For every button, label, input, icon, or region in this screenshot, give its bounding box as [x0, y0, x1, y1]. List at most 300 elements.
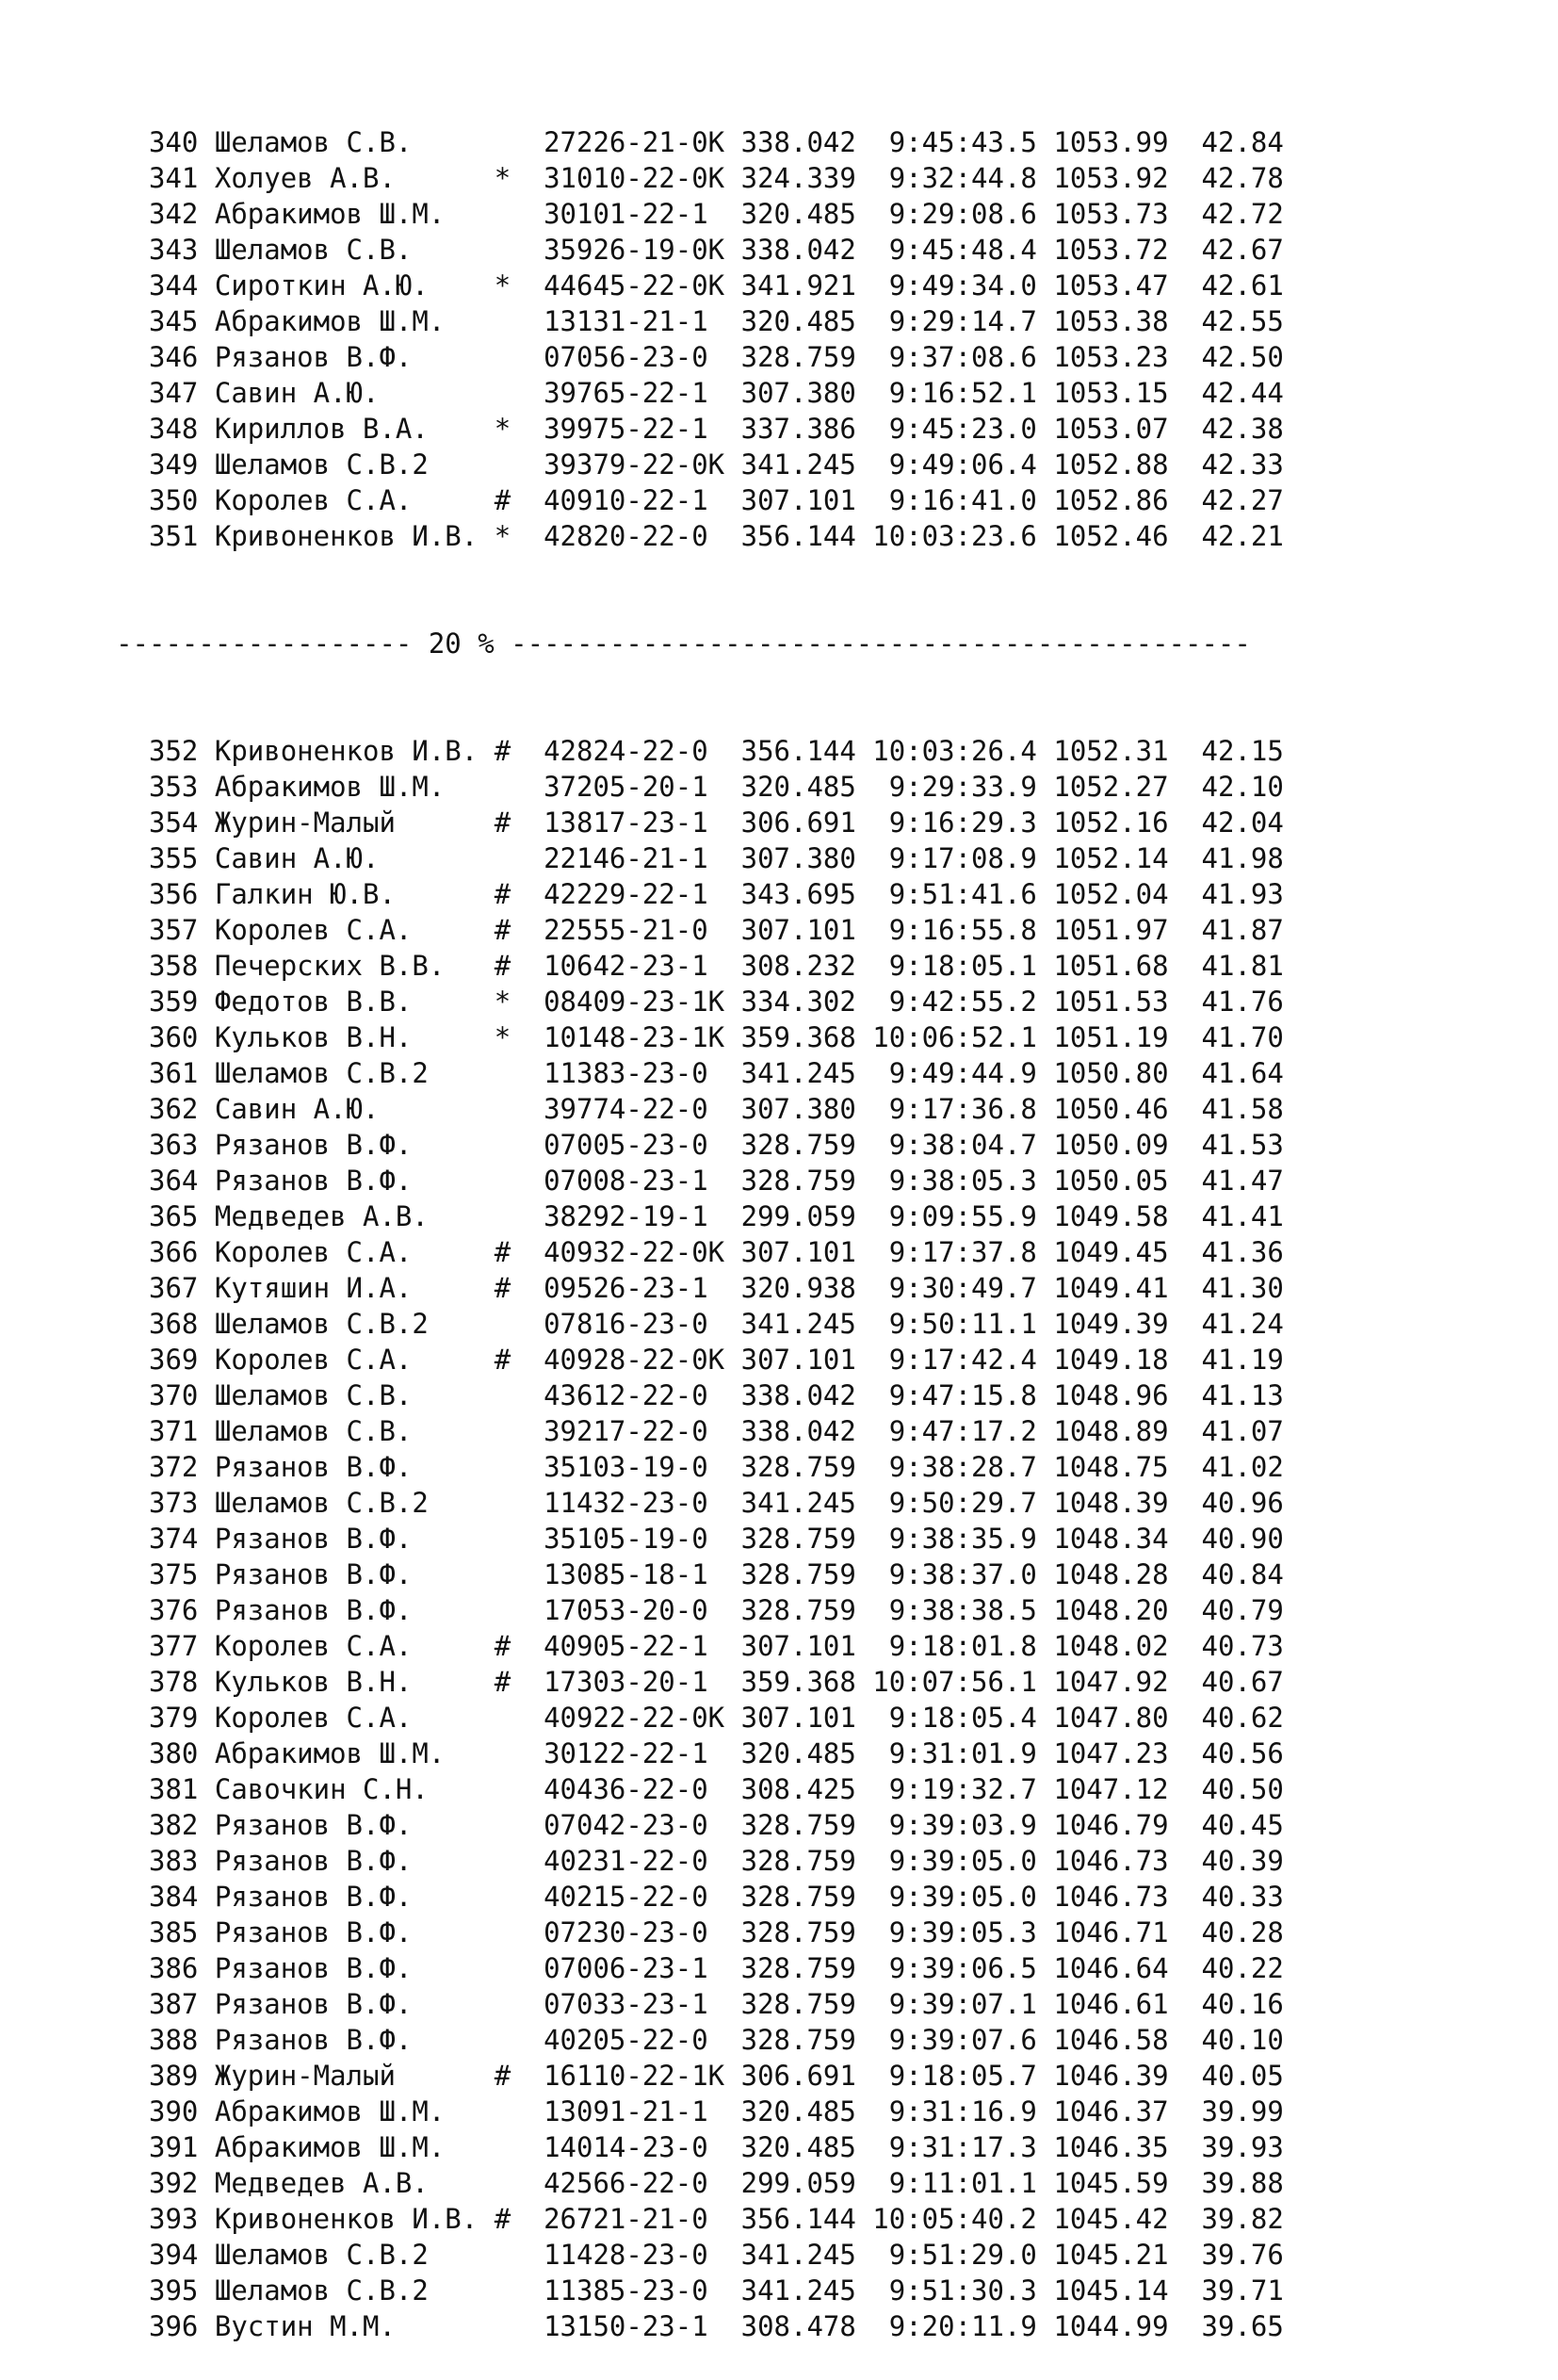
result-row [149, 1413, 1284, 1449]
rank-cell: 354 [149, 807, 199, 839]
speed-cell: 1052.46 [1053, 520, 1169, 552]
ring-number-cell: 30101-22-1 [544, 198, 725, 230]
distance-cell: 359.368 [740, 1666, 856, 1698]
mark-cell: * [494, 520, 511, 552]
mark-cell [495, 1845, 511, 1877]
arrival-time-cell: 9:39:07.1 [872, 1988, 1037, 2020]
distance-cell: 308.425 [740, 1773, 856, 1805]
fancier-name-cell: Рязанов В.Ф. [214, 1916, 479, 1948]
mark-cell [495, 2167, 511, 2199]
distance-cell: 306.691 [740, 807, 856, 839]
mark-cell [495, 1379, 511, 1411]
rank-cell: 394 [149, 2239, 199, 2271]
points-cell: 40.79 [1185, 1594, 1284, 1626]
distance-cell: 341.245 [740, 1308, 856, 1340]
distance-cell: 328.759 [740, 1845, 856, 1877]
distance-cell: 320.485 [740, 305, 856, 337]
speed-cell: 1050.05 [1053, 1165, 1169, 1197]
speed-cell: 1052.88 [1053, 448, 1169, 481]
mark-cell [495, 2095, 511, 2127]
ring-number-cell: 07042-23-0 [544, 1809, 725, 1841]
ring-number-cell: 07005-23-0 [544, 1129, 725, 1161]
fancier-name-cell: Абракимов Ш.М. [214, 198, 479, 230]
fancier-name-cell: Кривоненков И.В. [214, 735, 479, 767]
fancier-name-cell: Печерских В.В. [214, 950, 479, 982]
fancier-name-cell: Рязанов В.Ф. [214, 1952, 479, 1984]
mark-cell [495, 1952, 511, 1984]
speed-cell: 1053.72 [1053, 234, 1169, 266]
speed-cell: 1046.39 [1053, 2060, 1169, 2092]
points-cell: 41.53 [1185, 1129, 1284, 1161]
fancier-name-cell: Рязанов В.Ф. [214, 1165, 479, 1197]
ring-number-cell: 11383-23-0 [544, 1057, 725, 1089]
rank-cell: 358 [149, 950, 199, 982]
mark-cell [495, 2310, 511, 2342]
distance-cell: 328.759 [740, 1988, 856, 2020]
fancier-name-cell: Холуев А.В. [214, 162, 479, 194]
result-row [149, 1736, 1284, 1771]
ring-number-cell: 42229-22-1 [544, 878, 725, 910]
distance-cell: 334.302 [740, 986, 856, 1018]
rank-cell: 356 [149, 878, 199, 910]
arrival-time-cell: 9:29:33.9 [872, 771, 1037, 803]
distance-cell: 338.042 [740, 1415, 856, 1447]
fancier-name-cell: Абракимов Ш.М. [214, 2131, 479, 2163]
fancier-name-cell: Кривоненков И.В. [214, 520, 479, 552]
mark-cell [495, 842, 511, 874]
rank-cell: 362 [149, 1093, 199, 1125]
result-row [149, 1700, 1284, 1736]
arrival-time-cell: 9:39:05.0 [872, 1845, 1037, 1877]
distance-cell: 341.245 [740, 448, 856, 481]
result-row [149, 1521, 1284, 1557]
arrival-time-cell: 9:49:06.4 [872, 448, 1037, 481]
speed-cell: 1046.58 [1053, 2024, 1169, 2056]
arrival-time-cell: 9:50:11.1 [872, 1308, 1037, 1340]
result-row [149, 2129, 1284, 2165]
separator-right-dashes: --------------------------------------------- [511, 628, 1251, 660]
ring-number-cell: 26721-21-0 [544, 2203, 725, 2235]
points-cell: 42.44 [1185, 377, 1284, 409]
distance-cell: 307.101 [740, 1702, 856, 1734]
arrival-time-cell: 9:18:01.8 [872, 1630, 1037, 1662]
distance-cell: 328.759 [740, 1594, 856, 1626]
result-row [149, 411, 1284, 447]
rank-cell: 347 [149, 377, 199, 409]
rank-cell: 395 [149, 2274, 199, 2307]
fancier-name-cell: Шеламов С.В. [214, 126, 479, 158]
ring-number-cell: 39765-22-1 [544, 377, 725, 409]
points-cell: 41.30 [1185, 1272, 1284, 1304]
points-cell: 41.98 [1185, 842, 1284, 874]
points-cell: 40.28 [1185, 1916, 1284, 1948]
rank-cell: 342 [149, 198, 199, 230]
mark-cell: # [494, 484, 511, 516]
fancier-name-cell: Абракимов Ш.М. [214, 1737, 479, 1769]
points-cell: 40.90 [1185, 1523, 1284, 1555]
arrival-time-cell: 10:06:52.1 [872, 1021, 1037, 1053]
distance-cell: 307.101 [740, 1630, 856, 1662]
fancier-name-cell: Рязанов В.Ф. [214, 341, 479, 373]
points-cell: 41.64 [1185, 1057, 1284, 1089]
fancier-name-cell: Рязанов В.Ф. [214, 1809, 479, 1841]
mark-cell: * [494, 1021, 511, 1053]
ring-number-cell: 39774-22-0 [544, 1093, 725, 1125]
fancier-name-cell: Кутяшин И.А. [214, 1272, 479, 1304]
arrival-time-cell: 9:18:05.4 [872, 1702, 1037, 1734]
fancier-name-cell: Кривоненков И.В. [214, 2203, 479, 2235]
points-cell: 39.93 [1185, 2131, 1284, 2163]
speed-cell: 1047.12 [1053, 1773, 1169, 1805]
ring-number-cell: 31010-22-0К [544, 162, 725, 194]
distance-cell: 320.485 [740, 2095, 856, 2127]
speed-cell: 1048.39 [1053, 1487, 1169, 1519]
fancier-name-cell: Королев С.А. [214, 1236, 479, 1268]
distance-cell: 356.144 [740, 2203, 856, 2235]
result-row [149, 876, 1284, 912]
distance-cell: 338.042 [740, 1379, 856, 1411]
rank-cell: 373 [149, 1487, 199, 1519]
arrival-time-cell: 9:32:44.8 [872, 162, 1037, 194]
fancier-name-cell: Шеламов С.В.2 [214, 1308, 479, 1340]
ring-number-cell: 10148-23-1К [544, 1021, 725, 1053]
arrival-time-cell: 9:29:14.7 [872, 305, 1037, 337]
rank-cell: 367 [149, 1272, 199, 1304]
rank-cell: 372 [149, 1451, 199, 1483]
arrival-time-cell: 9:38:05.3 [872, 1165, 1037, 1197]
distance-cell: 307.101 [740, 1236, 856, 1268]
mark-cell [495, 1165, 511, 1197]
result-row [149, 1843, 1284, 1879]
ring-number-cell: 40922-22-0К [544, 1702, 725, 1734]
mark-cell [495, 126, 511, 158]
rank-cell: 355 [149, 842, 199, 874]
ring-number-cell: 13091-21-1 [544, 2095, 725, 2127]
result-row [149, 2165, 1284, 2201]
result-row [149, 339, 1284, 375]
fancier-name-cell: Королев С.А. [214, 1702, 479, 1734]
result-row [149, 1306, 1284, 1342]
distance-cell: 337.386 [740, 413, 856, 445]
rank-cell: 379 [149, 1702, 199, 1734]
distance-cell: 356.144 [740, 735, 856, 767]
result-row [149, 2022, 1284, 2058]
result-row [149, 2201, 1284, 2237]
rank-cell: 392 [149, 2167, 199, 2199]
result-row [149, 733, 1284, 769]
points-cell: 42.84 [1185, 126, 1284, 158]
points-cell: 39.71 [1185, 2274, 1284, 2307]
points-cell: 40.50 [1185, 1773, 1284, 1805]
points-cell: 42.72 [1185, 198, 1284, 230]
arrival-time-cell: 9:39:05.0 [872, 1881, 1037, 1913]
fancier-name-cell: Медведев А.В. [214, 2167, 479, 2199]
speed-cell: 1046.73 [1053, 1881, 1169, 1913]
fancier-name-cell: Рязанов В.Ф. [214, 1881, 479, 1913]
arrival-time-cell: 9:17:36.8 [872, 1093, 1037, 1125]
speed-cell: 1048.02 [1053, 1630, 1169, 1662]
speed-cell: 1047.92 [1053, 1666, 1169, 1698]
mark-cell [495, 1809, 511, 1841]
distance-cell: 341.245 [740, 2239, 856, 2271]
fancier-name-cell: Королев С.А. [214, 1344, 479, 1376]
ring-number-cell: 09526-23-1 [544, 1272, 725, 1304]
ring-number-cell: 16110-22-1К [544, 2060, 725, 2092]
result-row [149, 482, 1284, 518]
distance-cell: 299.059 [740, 2167, 856, 2199]
distance-cell: 338.042 [740, 126, 856, 158]
rank-cell: 385 [149, 1916, 199, 1948]
mark-cell [495, 1702, 511, 1734]
distance-cell: 320.938 [740, 1272, 856, 1304]
result-row [149, 1127, 1284, 1163]
points-cell: 41.13 [1185, 1379, 1284, 1411]
speed-cell: 1045.14 [1053, 2274, 1169, 2307]
ring-number-cell: 22146-21-1 [544, 842, 725, 874]
speed-cell: 1053.15 [1053, 377, 1169, 409]
rank-cell: 389 [149, 2060, 199, 2092]
speed-cell: 1050.09 [1053, 1129, 1169, 1161]
result-row [149, 1986, 1284, 2022]
distance-cell: 307.101 [740, 484, 856, 516]
mark-cell [495, 2274, 511, 2307]
arrival-time-cell: 9:47:17.2 [872, 1415, 1037, 1447]
rank-cell: 361 [149, 1057, 199, 1089]
speed-cell: 1049.58 [1053, 1200, 1169, 1232]
rank-cell: 366 [149, 1236, 199, 1268]
speed-cell: 1050.80 [1053, 1057, 1169, 1089]
rank-cell: 380 [149, 1737, 199, 1769]
points-cell: 42.67 [1185, 234, 1284, 266]
speed-cell: 1052.31 [1053, 735, 1169, 767]
mark-cell [495, 1594, 511, 1626]
mark-cell [495, 341, 511, 373]
results-rows-before-cutoff [149, 124, 1284, 554]
mark-cell [495, 1916, 511, 1948]
result-row [149, 1950, 1284, 1986]
rank-cell: 387 [149, 1988, 199, 2020]
result-row [149, 1091, 1284, 1127]
mark-cell [495, 1988, 511, 2020]
arrival-time-cell: 9:16:55.8 [872, 914, 1037, 946]
result-row [149, 1592, 1284, 1628]
mark-cell [495, 305, 511, 337]
points-cell: 40.10 [1185, 2024, 1284, 2056]
points-cell: 40.22 [1185, 1952, 1284, 1984]
speed-cell: 1045.21 [1053, 2239, 1169, 2271]
ring-number-cell: 35926-19-0К [544, 234, 725, 266]
result-row [149, 447, 1284, 482]
ring-number-cell: 39379-22-0К [544, 448, 725, 481]
ring-number-cell: 07033-23-1 [544, 1988, 725, 2020]
ring-number-cell: 43612-22-0 [544, 1379, 725, 1411]
fancier-name-cell: Королев С.А. [214, 484, 479, 516]
arrival-time-cell: 10:05:40.2 [872, 2203, 1037, 2235]
points-cell: 42.27 [1185, 484, 1284, 516]
arrival-time-cell: 9:20:11.9 [872, 2310, 1037, 2342]
ring-number-cell: 35105-19-0 [544, 1523, 725, 1555]
speed-cell: 1053.23 [1053, 341, 1169, 373]
mark-cell: * [494, 986, 511, 1018]
points-cell: 39.99 [1185, 2095, 1284, 2127]
distance-cell: 341.921 [740, 269, 856, 302]
distance-cell: 356.144 [740, 520, 856, 552]
mark-cell: # [494, 807, 511, 839]
fancier-name-cell: Рязанов В.Ф. [214, 1845, 479, 1877]
ring-number-cell: 42824-22-0 [544, 735, 725, 767]
fancier-name-cell: Медведев А.В. [214, 1200, 479, 1232]
ring-number-cell: 14014-23-0 [544, 2131, 725, 2163]
mark-cell [495, 1415, 511, 1447]
result-row [149, 1019, 1284, 1055]
rank-cell: 374 [149, 1523, 199, 1555]
points-cell: 41.36 [1185, 1236, 1284, 1268]
result-row [149, 1879, 1284, 1915]
arrival-time-cell: 9:17:08.9 [872, 842, 1037, 874]
ring-number-cell: 39217-22-0 [544, 1415, 725, 1447]
distance-cell: 341.245 [740, 1057, 856, 1089]
rank-cell: 357 [149, 914, 199, 946]
result-row [149, 375, 1284, 411]
distance-cell: 328.759 [740, 1523, 856, 1555]
result-row [149, 1270, 1284, 1306]
arrival-time-cell: 9:51:41.6 [872, 878, 1037, 910]
distance-cell: 308.478 [740, 2310, 856, 2342]
speed-cell: 1053.47 [1053, 269, 1169, 302]
points-cell: 41.93 [1185, 878, 1284, 910]
result-row [149, 1664, 1284, 1700]
result-row [149, 1485, 1284, 1521]
mark-cell [495, 1773, 511, 1805]
points-cell: 41.87 [1185, 914, 1284, 946]
fancier-name-cell: Абракимов Ш.М. [214, 305, 479, 337]
mark-cell [495, 1558, 511, 1590]
mark-cell: # [494, 1666, 511, 1698]
fancier-name-cell: Абракимов Ш.М. [214, 2095, 479, 2127]
rank-cell: 383 [149, 1845, 199, 1877]
points-cell: 40.67 [1185, 1666, 1284, 1698]
fancier-name-cell: Королев С.А. [214, 914, 479, 946]
arrival-time-cell: 9:31:16.9 [872, 2095, 1037, 2127]
rank-cell: 349 [149, 448, 199, 481]
distance-cell: 320.485 [740, 771, 856, 803]
speed-cell: 1052.16 [1053, 807, 1169, 839]
rank-cell: 384 [149, 1881, 199, 1913]
distance-cell: 308.232 [740, 950, 856, 982]
rank-cell: 393 [149, 2203, 199, 2235]
mark-cell [495, 1308, 511, 1340]
fancier-name-cell: Рязанов В.Ф. [214, 1523, 479, 1555]
results-document [116, 53, 1284, 2380]
fancier-name-cell: Шеламов С.В. [214, 234, 479, 266]
result-row [149, 1449, 1284, 1485]
distance-cell: 328.759 [740, 1881, 856, 1913]
mark-cell: # [494, 735, 511, 767]
rank-cell: 377 [149, 1630, 199, 1662]
ring-number-cell: 40205-22-0 [544, 2024, 725, 2056]
ring-number-cell: 17053-20-0 [544, 1594, 725, 1626]
fancier-name-cell: Шеламов С.В.2 [214, 2239, 479, 2271]
result-row [149, 1628, 1284, 1664]
distance-cell: 328.759 [740, 1129, 856, 1161]
points-cell: 41.07 [1185, 1415, 1284, 1447]
mark-cell [495, 1523, 511, 1555]
fancier-name-cell: Журин-Малый [214, 807, 479, 839]
speed-cell: 1046.79 [1053, 1809, 1169, 1841]
mark-cell [495, 198, 511, 230]
rank-cell: 348 [149, 413, 199, 445]
mark-cell [495, 448, 511, 481]
mark-cell [495, 1093, 511, 1125]
points-cell: 40.45 [1185, 1809, 1284, 1841]
arrival-time-cell: 9:39:06.5 [872, 1952, 1037, 1984]
mark-cell: # [494, 2060, 511, 2092]
result-row [149, 268, 1284, 303]
ring-number-cell: 42820-22-0 [544, 520, 725, 552]
points-cell: 40.56 [1185, 1737, 1284, 1769]
result-row [149, 1163, 1284, 1198]
result-row [149, 124, 1284, 160]
result-row [149, 912, 1284, 948]
mark-cell [495, 1057, 511, 1089]
speed-cell: 1046.61 [1053, 1988, 1169, 2020]
distance-cell: 328.759 [740, 1809, 856, 1841]
distance-cell: 306.691 [740, 2060, 856, 2092]
speed-cell: 1046.73 [1053, 1845, 1169, 1877]
rank-cell: 396 [149, 2310, 199, 2342]
arrival-time-cell: 9:11:01.1 [872, 2167, 1037, 2199]
speed-cell: 1052.27 [1053, 771, 1169, 803]
result-row [149, 1342, 1284, 1377]
distance-cell: 359.368 [740, 1021, 856, 1053]
distance-cell: 343.695 [740, 878, 856, 910]
points-cell: 42.55 [1185, 305, 1284, 337]
ring-number-cell: 10642-23-1 [544, 950, 725, 982]
ring-number-cell: 40215-22-0 [544, 1881, 725, 1913]
speed-cell: 1046.35 [1053, 2131, 1169, 2163]
arrival-time-cell: 9:31:01.9 [872, 1737, 1037, 1769]
arrival-time-cell: 9:09:55.9 [872, 1200, 1037, 1232]
mark-cell [495, 1129, 511, 1161]
points-cell: 40.39 [1185, 1845, 1284, 1877]
speed-cell: 1046.71 [1053, 1916, 1169, 1948]
points-cell: 42.10 [1185, 771, 1284, 803]
fancier-name-cell: Шеламов С.В. [214, 1379, 479, 1411]
fancier-name-cell: Рязанов В.Ф. [214, 1988, 479, 2020]
rank-cell: 340 [149, 126, 199, 158]
points-cell: 42.04 [1185, 807, 1284, 839]
rank-cell: 386 [149, 1952, 199, 1984]
points-cell: 42.61 [1185, 269, 1284, 302]
result-row [149, 303, 1284, 339]
distance-cell: 328.759 [740, 1916, 856, 1948]
points-cell: 39.76 [1185, 2239, 1284, 2271]
points-cell: 41.76 [1185, 986, 1284, 1018]
fancier-name-cell: Савин А.Ю. [214, 1093, 479, 1125]
arrival-time-cell: 9:18:05.1 [872, 950, 1037, 982]
result-row [149, 2058, 1284, 2094]
mark-cell [495, 234, 511, 266]
points-cell: 42.33 [1185, 448, 1284, 481]
rank-cell: 391 [149, 2131, 199, 2163]
points-cell: 41.19 [1185, 1344, 1284, 1376]
fancier-name-cell: Кириллов В.А. [214, 413, 479, 445]
distance-cell: 320.485 [740, 1737, 856, 1769]
ring-number-cell: 40436-22-0 [544, 1773, 725, 1805]
percentile-separator [116, 626, 1284, 661]
rank-cell: 359 [149, 986, 199, 1018]
mark-cell [495, 377, 511, 409]
